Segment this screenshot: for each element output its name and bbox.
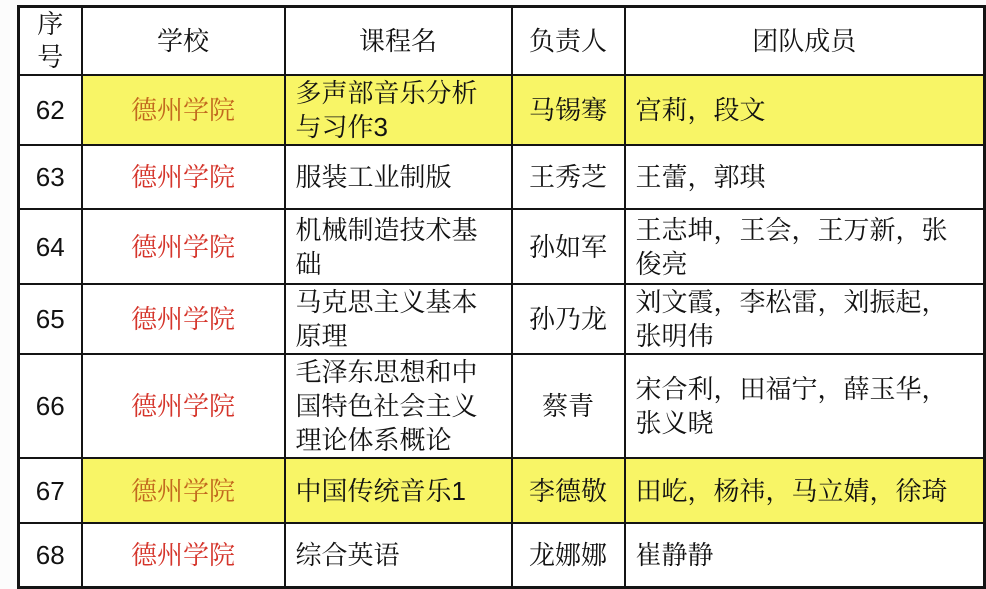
table-row bbox=[19, 458, 985, 523]
cell-seq: 67 bbox=[19, 458, 82, 523]
table-row bbox=[19, 284, 985, 354]
cell-members: 宫莉，段文 bbox=[625, 75, 985, 145]
cell-leader: 马锡骞 bbox=[512, 75, 625, 145]
cell-course: 多声部音乐分析与习作3 bbox=[285, 75, 512, 145]
table-row bbox=[19, 523, 985, 587]
cell-members: 刘文霞，李松雷，刘振起，张明伟 bbox=[625, 284, 985, 354]
cell-members: 宋合利，田福宁，薛玉华，张义晓 bbox=[625, 354, 985, 458]
header-seq-label: 序号 bbox=[37, 9, 64, 72]
cell-members: 王志坤，王会，王万新，张俊亮 bbox=[625, 209, 985, 284]
cell-members: 田屹，杨祎，马立婧，徐琦 bbox=[625, 458, 985, 523]
cell-school: 德州学院 bbox=[82, 284, 285, 354]
table-row bbox=[19, 75, 985, 145]
table-row bbox=[19, 145, 985, 209]
cell-course: 中国传统音乐1 bbox=[285, 458, 512, 523]
course-table bbox=[17, 5, 986, 589]
cell-seq: 62 bbox=[19, 75, 82, 145]
cell-seq: 64 bbox=[19, 209, 82, 284]
cell-course: 马克思主义基本原理 bbox=[285, 284, 512, 354]
cell-seq: 66 bbox=[19, 354, 82, 458]
header-leader: 负责人 bbox=[512, 7, 625, 76]
cell-school: 德州学院 bbox=[82, 523, 285, 587]
cell-course: 综合英语 bbox=[285, 523, 512, 587]
cell-course: 毛泽东思想和中国特色社会主义理论体系概论 bbox=[285, 354, 512, 458]
course-table-container bbox=[17, 5, 986, 589]
cell-school: 德州学院 bbox=[82, 209, 285, 284]
table-row bbox=[19, 209, 985, 284]
header-seq bbox=[19, 7, 82, 76]
header-school: 学校 bbox=[82, 7, 285, 76]
cell-leader: 蔡青 bbox=[512, 354, 625, 458]
cell-leader: 孙乃龙 bbox=[512, 284, 625, 354]
cell-school: 德州学院 bbox=[82, 354, 285, 458]
cell-members: 崔静静 bbox=[625, 523, 985, 587]
cell-school: 德州学院 bbox=[82, 458, 285, 523]
header-course: 课程名 bbox=[285, 7, 512, 76]
cell-members: 王蕾，郭琪 bbox=[625, 145, 985, 209]
cell-leader: 龙娜娜 bbox=[512, 523, 625, 587]
cell-course: 服装工业制版 bbox=[285, 145, 512, 209]
cell-leader: 孙如军 bbox=[512, 209, 625, 284]
cell-leader: 王秀芝 bbox=[512, 145, 625, 209]
cell-school: 德州学院 bbox=[82, 75, 285, 145]
cell-leader: 李德敬 bbox=[512, 458, 625, 523]
cell-seq: 68 bbox=[19, 523, 82, 587]
header-row bbox=[19, 7, 985, 76]
cell-course: 机械制造技术基础 bbox=[285, 209, 512, 284]
table-row bbox=[19, 354, 985, 458]
cell-school: 德州学院 bbox=[82, 145, 285, 209]
cell-seq: 65 bbox=[19, 284, 82, 354]
header-members: 团队成员 bbox=[625, 7, 985, 76]
cell-seq: 63 bbox=[19, 145, 82, 209]
